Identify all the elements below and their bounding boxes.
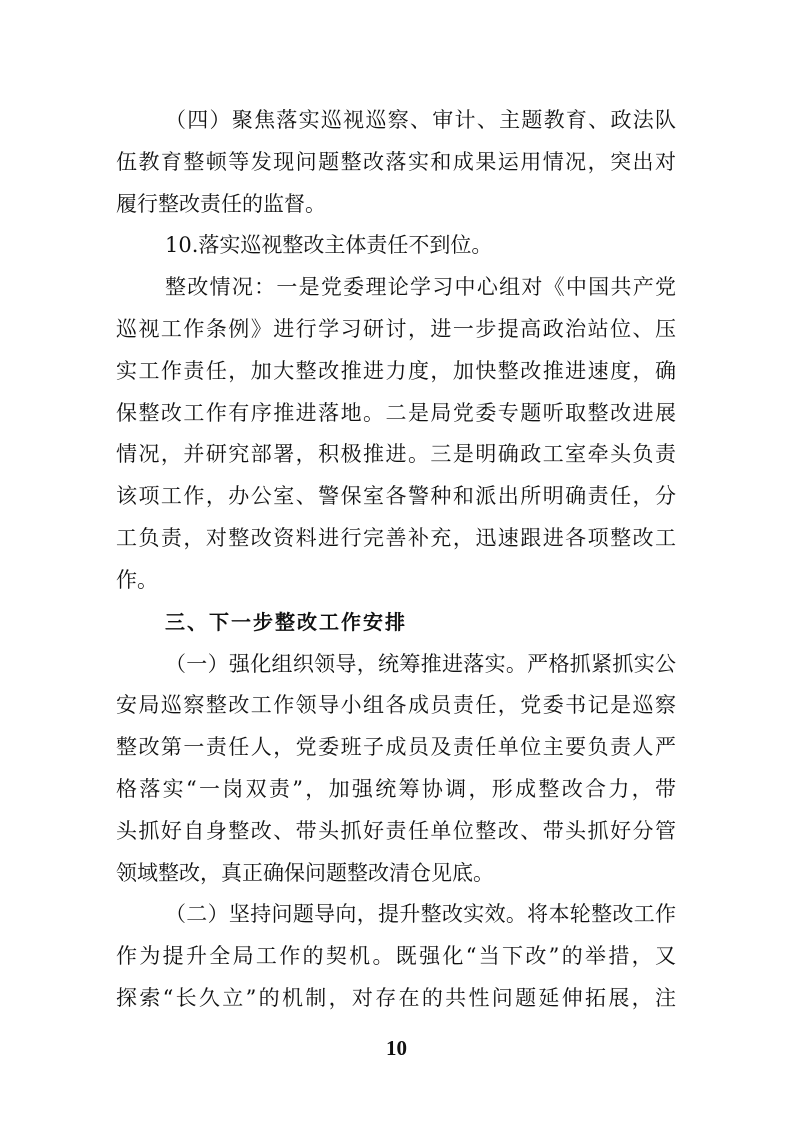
section-heading: 三、下一步整改工作安排 bbox=[165, 610, 407, 634]
paragraph-5-line-6: 领域整改，真正确保问题整改清仓见底。 bbox=[116, 861, 494, 885]
paragraph-5-line-4: 格落实“一岗双责”，加强统筹协调，形成整改合力，带 bbox=[116, 777, 676, 801]
paragraph-3-line-8: 作。 bbox=[116, 568, 158, 592]
paragraph-2-line-1: 10.落实巡视整改主体责任不到位。 bbox=[165, 233, 493, 257]
paragraph-5-line-1: （一）强化组织领导，统筹推进落实。严格抓紧抓实公 bbox=[165, 652, 676, 676]
paragraph-6-line-2: 作为提升全局工作的契机。既强化“当下改”的举措，又 bbox=[116, 944, 676, 968]
paragraph-3-line-4: 保整改工作有序推进落地。二是局党委专题听取整改进展 bbox=[116, 401, 676, 425]
paragraph-6-line-1: （二）坚持问题导向，提升整改实效。将本轮整改工作 bbox=[165, 902, 676, 926]
paragraph-6-line-3: 探索“长久立”的机制，对存在的共性问题延伸拓展，注 bbox=[116, 986, 676, 1010]
paragraph-5-line-3: 整改第一责任人，党委班子成员及责任单位主要负责人严 bbox=[116, 735, 676, 759]
paragraph-5-line-2: 安局巡察整改工作领导小组各成员责任，党委书记是巡察 bbox=[116, 693, 676, 717]
paragraph-3-line-7: 工负责，对整改资料进行完善补充，迅速跟进各项整改工 bbox=[116, 526, 676, 550]
page-number: 10 bbox=[386, 1036, 407, 1060]
paragraph-3-line-3: 实工作责任，加大整改推进力度，加快整改推进速度，确 bbox=[116, 359, 676, 383]
paragraph-3-line-5: 情况，并研究部署，积极推进。三是明确政工室牵头负责 bbox=[116, 442, 676, 466]
paragraph-5-line-5: 头抓好自身整改、带头抓好责任单位整改、带头抓好分管 bbox=[116, 819, 676, 843]
paragraph-3-line-2: 巡视工作条例》进行学习研讨，进一步提高政治站位、压 bbox=[116, 317, 676, 341]
paragraph-1-line-1: （四）聚焦落实巡视巡察、审计、主题教育、政法队 bbox=[165, 108, 676, 132]
paragraph-3-line-6: 该项工作，办公室、警保室各警种和派出所明确责任，分 bbox=[116, 484, 676, 508]
paragraph-1-line-2: 伍教育整顿等发现问题整改落实和成果运用情况，突出对 bbox=[116, 150, 676, 174]
paragraph-3-line-1: 整改情况：一是党委理论学习中心组对《中国共产党 bbox=[165, 275, 676, 299]
paragraph-1-line-3: 履行整改责任的监督。 bbox=[116, 192, 326, 216]
